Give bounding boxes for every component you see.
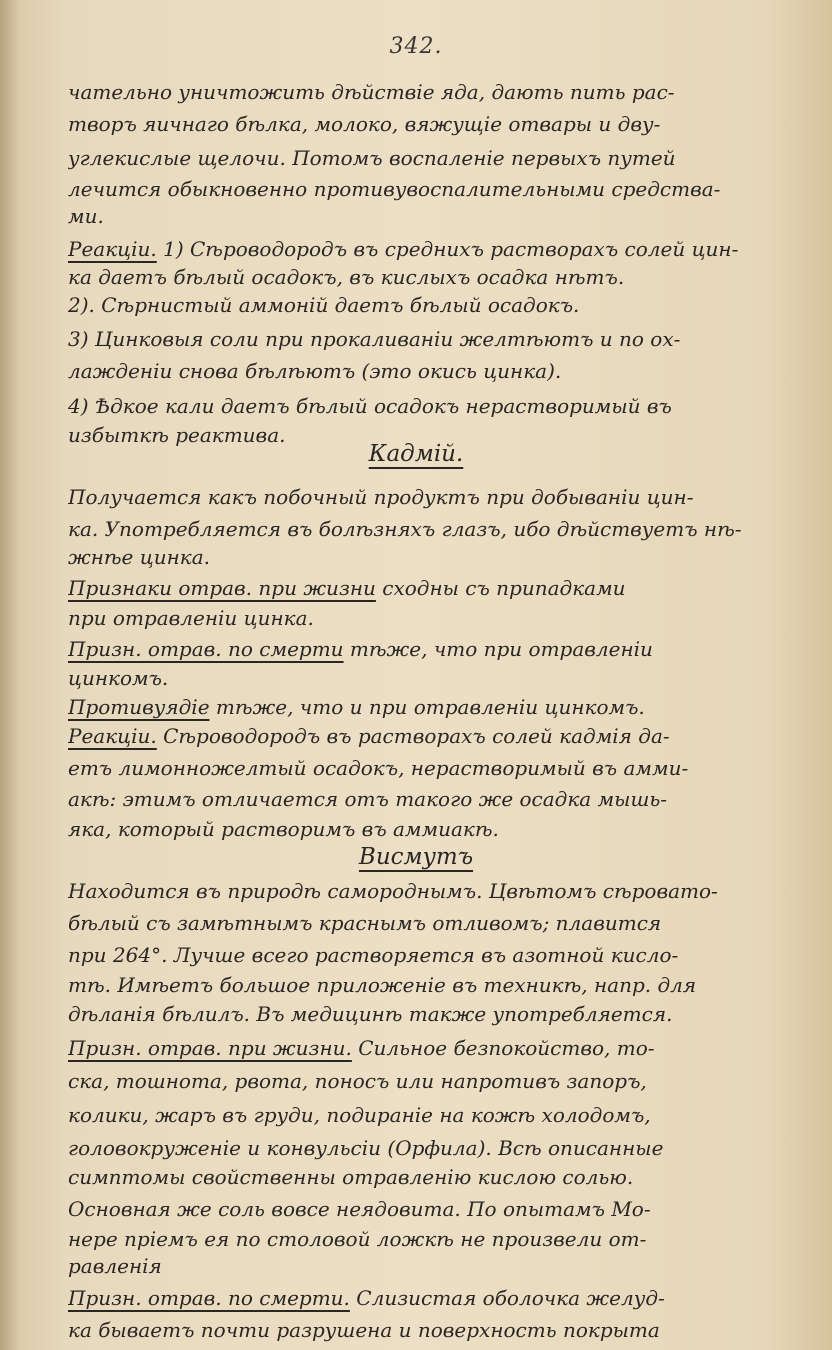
text-line <box>68 1160 818 1194</box>
line-text: тѣже, что при отравленіи <box>343 637 653 661</box>
text-line <box>68 1098 818 1132</box>
line-text: Получается какъ побочный продуктъ при добываніи цин- <box>68 485 694 509</box>
line-text: Сильное безпокойство, то- <box>351 1036 655 1060</box>
underlined-subheading: Реакціи. <box>68 724 157 748</box>
text-line <box>68 782 818 816</box>
line-text: 4) Ѣдкое кали даетъ бѣлый осадокъ нерастворимый въ <box>68 394 672 418</box>
line-text: Слизистая оболочка желуд- <box>349 1286 665 1310</box>
line-text: 2). Сѣрнистый аммоній даетъ бѣлый осадокъ. <box>68 293 580 317</box>
text-line <box>68 288 818 322</box>
line-text: сходны съ припадками <box>375 576 626 600</box>
line-text: акѣ: этимъ отличается отъ такого же осадка мышь- <box>68 787 668 811</box>
line-text: при 264°. Лучше всего растворяется въ азотной кисло- <box>68 943 679 967</box>
line-text: жнѣе цинка. <box>68 545 210 569</box>
text-line <box>68 751 818 785</box>
text-line <box>68 141 818 175</box>
line-text: Находится въ природѣ самороднымъ. Цвѣтомъ сѣровато- <box>68 879 718 903</box>
text-line <box>68 997 818 1031</box>
line-text: ка даетъ бѣлый осадокъ, въ кислыхъ осадка нѣтъ. <box>68 265 625 289</box>
text-line <box>68 719 818 753</box>
line-text: ка. Употребляется въ болѣзняхъ глазъ, ибо дѣйствуетъ нѣ- <box>68 517 742 541</box>
line-text: ка бываетъ почти разрушена и поверхность покрыта <box>68 1318 660 1342</box>
text-line <box>68 571 818 605</box>
line-text: тѣ. Имѣетъ большое приложеніе въ техникѣ, напр. для <box>68 973 697 997</box>
line-text: 3) Цинковыя соли при прокаливаніи желтѣютъ и по ох- <box>68 327 681 351</box>
underlined-subheading: Призн. отрав. по смерти <box>68 637 344 661</box>
underlined-subheading: Призн. отрав. по смерти. <box>68 1286 350 1310</box>
page-fold-shadow <box>0 0 20 1350</box>
text-line <box>68 938 818 972</box>
line-text: головокруженіе и конвульсіи (Орфила). Всѣ описанные <box>68 1136 664 1160</box>
line-text: нере пріемъ ея по столовой ложкѣ не произвели от- <box>68 1227 647 1251</box>
line-text: цинкомъ. <box>68 666 169 690</box>
line-text: лажденіи снова бѣлѣютъ (это окись цинка). <box>68 359 562 383</box>
line-text: 1) Сѣроводородъ въ среднихъ растворахъ солей цин- <box>156 237 739 261</box>
underlined-subheading: Признаки отрав. при жизни <box>68 576 376 600</box>
text-line <box>68 1064 818 1098</box>
text-line <box>68 1281 818 1315</box>
text-line <box>68 75 818 109</box>
line-text: тѣже, что и при отравленіи цинкомъ. <box>209 695 645 719</box>
underlined-subheading: Противуядіе <box>68 695 210 719</box>
line-text: ми. <box>68 204 104 228</box>
text-line <box>68 199 818 233</box>
text-line <box>68 906 818 940</box>
text-line <box>68 1313 818 1347</box>
text-line <box>68 1192 818 1226</box>
line-text: яка, который растворимъ въ аммиакѣ. <box>68 817 499 841</box>
line-text: лечится обыкновенно противувоспалительными средства- <box>68 177 721 201</box>
text-line <box>68 107 818 141</box>
text-line <box>68 601 818 635</box>
text-line <box>68 874 818 908</box>
line-text: избыткѣ реактива. <box>68 423 286 447</box>
line-text: дѣланія бѣлилъ. Въ медицинѣ также употребляется. <box>68 1002 673 1026</box>
line-text: при отравленіи цинка. <box>68 606 314 630</box>
line-text: ска, тошнота, рвота, поносъ или напротивъ запоръ, <box>68 1069 647 1093</box>
text-line <box>68 540 818 574</box>
line-text: бѣлый съ замѣтнымъ краснымъ отливомъ; плавится <box>68 911 662 935</box>
line-text: колики, жаръ въ груди, подираніе на кожѣ холодомъ, <box>68 1103 651 1127</box>
text-line <box>68 354 818 388</box>
text-line <box>68 480 818 514</box>
underlined-subheading: Призн. отрав. при жизни. <box>68 1036 352 1060</box>
line-text: равленія <box>68 1254 162 1278</box>
line-text: етъ лимонножелтый осадокъ, нерастворимый въ амми- <box>68 756 689 780</box>
line-text: чательно уничтожить дѣйствіе яда, дають пить рас- <box>68 80 675 104</box>
line-text: Основная же соль вовсе неядовита. По опытамъ Мо- <box>68 1197 651 1221</box>
line-text: углекислые щелочи. Потомъ воспаленіе первыхъ путей <box>68 146 676 170</box>
line-text: творъ яичнаго бѣлка, молоко, вяжущіе отвары и дву- <box>68 112 661 136</box>
line-text: симптомы свойственны отравленію кислою солью. <box>68 1165 634 1189</box>
underlined-subheading: Реакціи. <box>68 237 157 261</box>
section-heading: Кадмій. <box>368 441 464 467</box>
text-line <box>68 1031 818 1065</box>
line-text: Сѣроводородъ въ растворахъ солей кадмія да- <box>156 724 670 748</box>
text-line <box>68 1249 818 1283</box>
text-line <box>68 322 818 356</box>
section-heading: Висмутъ <box>358 844 474 870</box>
page-number: 342. <box>389 34 443 59</box>
